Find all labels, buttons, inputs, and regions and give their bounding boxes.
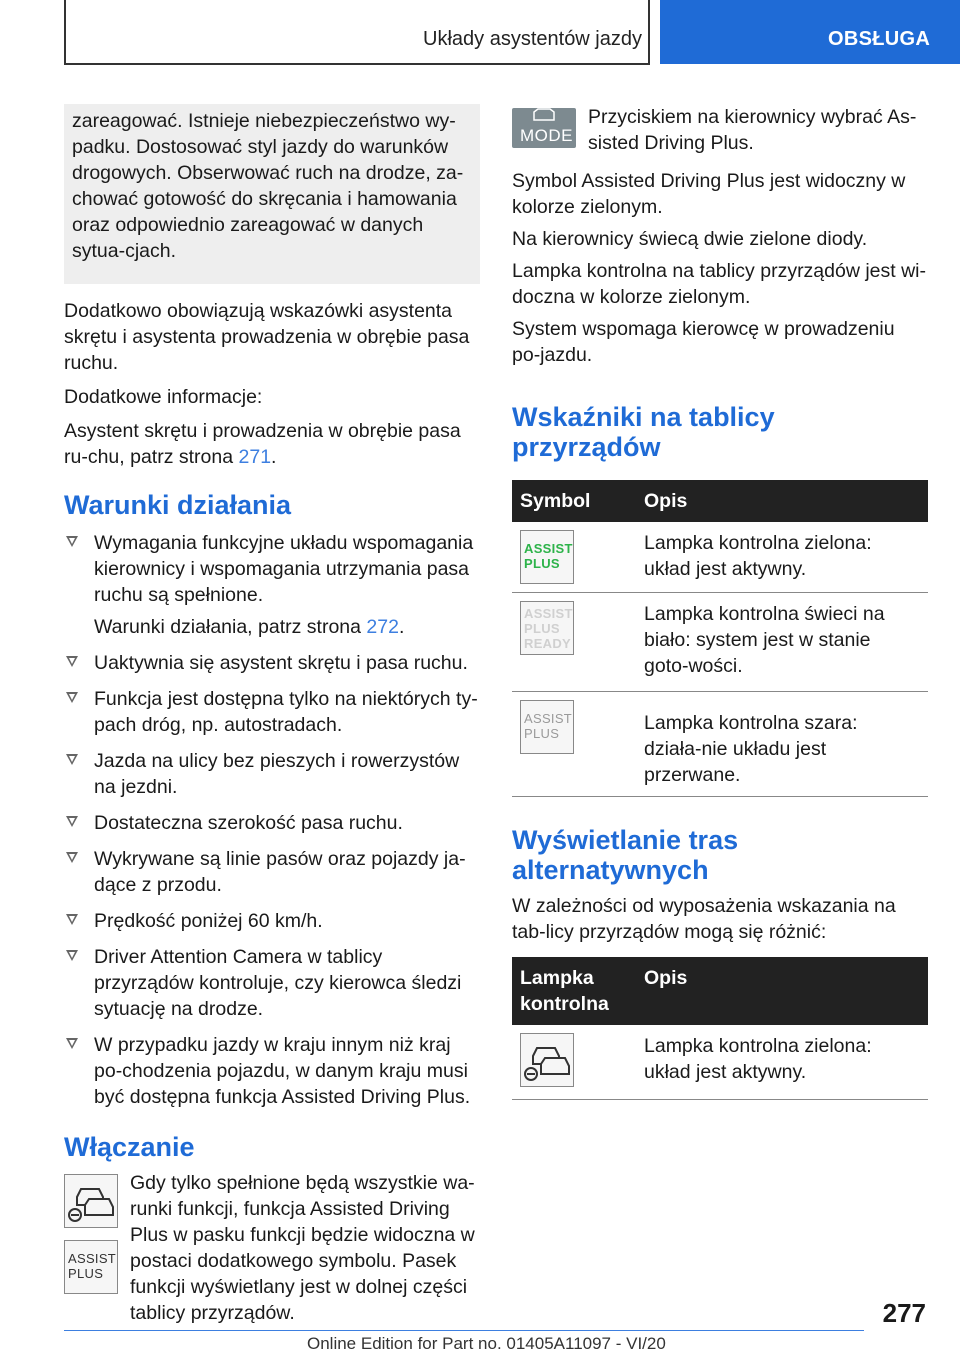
mode-button-icon xyxy=(512,108,576,148)
list-item: Uaktywnia się asystent skrętu i pasa ruchu. xyxy=(64,650,480,676)
list-item: Driver Attention Camera w tablicy przyrządów kontroluje, czy kierowca śledzi sytuację na drodze. xyxy=(64,944,480,1022)
description-cell: Lampka kontrolna szara: działa-nie układu jest przerwane. xyxy=(636,692,928,797)
description-cell: Lampka kontrolna zielona: układ jest aktywny. xyxy=(636,522,928,593)
list-item: Funkcja jest dostępna tylko na niektórych ty-pach dróg, np. autostradach. xyxy=(64,686,480,738)
paragraph-symbol-green: Symbol Assisted Driving Plus jest widoczny w kolorze zielonym. xyxy=(512,170,906,218)
heading-indicators: Wskaźniki na tablicy przyrządów xyxy=(512,402,775,462)
column-header-symbol: Symbol xyxy=(512,480,636,522)
table-header-row xyxy=(512,480,928,522)
routes-table xyxy=(512,957,928,1100)
triangle-bullet-icon xyxy=(66,914,78,925)
paragraph-additional-info: Dodatkowe informacje: xyxy=(64,386,263,408)
column-header-description: Opis xyxy=(636,957,928,1025)
indicators-table xyxy=(512,480,928,797)
assist-plus-green-icon: ASSIST PLUS xyxy=(520,530,574,584)
triangle-bullet-icon xyxy=(66,754,78,765)
header-rule-bottom xyxy=(64,63,650,65)
mode-instruction-text: Przyciskiem na kierownicy wybrać As-sisted Driving Plus. xyxy=(588,106,917,154)
table-row xyxy=(512,1025,928,1100)
page-number: 277 xyxy=(882,1298,926,1328)
assist-plus-icon: ASSIST PLUS xyxy=(64,1240,118,1294)
conditions-list xyxy=(64,530,480,1110)
paragraph-support: System wspomaga kierowcę w prowadzeniu po-jazdu. xyxy=(512,318,895,366)
assist-plus-ready-white-icon: ASSIST PLUS READY xyxy=(520,601,574,655)
footer-edition: Online Edition for Part no. 01405A11097 - VI/20 xyxy=(307,1334,666,1353)
description-cell: Lampka kontrolna świeci na biało: system jest w stanie goto-wości. xyxy=(636,593,928,692)
symbol-cell xyxy=(512,522,636,593)
assist-plus-grey-icon: ASSIST PLUS xyxy=(520,700,574,754)
paragraph-additional-notes: Dodatkowo obowiązują wskazówki asystenta skrętu i asystenta prowadzenia w obrębie pasa ruchu. xyxy=(64,300,470,374)
table-row xyxy=(512,522,928,593)
list-item: Dostateczna szerokość pasa ruchu. xyxy=(64,810,480,836)
description-cell: Lampka kontrolna zielona: układ jest aktywny. xyxy=(636,1025,928,1100)
column-header-description: Opis xyxy=(636,480,928,522)
triangle-bullet-icon xyxy=(66,692,78,703)
heading-conditions: Warunki działania xyxy=(64,490,292,520)
list-item: Wymagania funkcyjne układu wspomagania kierownicy i wspomagania utrzymania pasa ruchu są spełnione. Warunki działania, patrz strona 272. xyxy=(64,530,480,640)
list-item: Prędkość poniżej 60 km/h. xyxy=(64,908,480,934)
triangle-bullet-icon xyxy=(66,536,78,547)
list-item: W przypadku jazdy w kraju innym niż kraj po-chodzenia pojazdu, w danym kraju musi być dostępna funkcja Assisted Driving Plus. xyxy=(64,1032,480,1110)
triangle-bullet-icon xyxy=(66,950,78,961)
triangle-bullet-icon xyxy=(66,816,78,827)
column-header-indicator: Lampka kontrolna xyxy=(512,957,636,1025)
triangle-bullet-icon xyxy=(66,656,78,667)
assisted-driving-cars-icon xyxy=(64,1174,118,1228)
paragraph-routes: W zależności od wyposażenia wskazania na tab-licy przyrządów mogą się różnić: xyxy=(512,895,896,943)
right-column xyxy=(512,104,928,1100)
header-rule-mid xyxy=(648,0,650,64)
mode-instruction xyxy=(512,104,928,164)
paragraph-see-page: Asystent skrętu i prowadzenia w obrębie pasa ru-chu, patrz strona 271. xyxy=(64,420,461,468)
left-column xyxy=(64,104,480,1330)
paragraph-leds: Na kierownicy świecą dwie zielone diody. xyxy=(512,228,868,250)
triangle-bullet-icon xyxy=(66,1038,78,1049)
symbol-cell xyxy=(512,1025,636,1100)
table-header-row xyxy=(512,957,928,1025)
paragraph-indicator: Lampka kontrolna na tablicy przyrządów jest wi-doczna w kolorze zielonym. xyxy=(512,260,927,308)
symbol-cell xyxy=(512,692,636,797)
table-row xyxy=(512,593,928,692)
heading-alternative-routes: Wyświetlanie tras alternatywnych xyxy=(512,825,739,885)
header-chapter-tab[interactable] xyxy=(660,0,960,64)
enable-section xyxy=(64,1170,480,1330)
warning-box: zareagować. Istnieje niebezpieczeństwo wy-padku. Dostosować styl jazdy do warunków drogowych. Obserwować ruch na drodze, za-chować gotowość do skręcania i hamowania oraz odpowiednio zareagować w danych sytua-cjach. xyxy=(64,104,480,284)
triangle-bullet-icon xyxy=(66,852,78,863)
page-link-272[interactable]: 272 xyxy=(366,616,399,638)
page-link-271[interactable]: 271 xyxy=(238,446,272,468)
symbol-cell xyxy=(512,593,636,692)
assisted-driving-cars-icon xyxy=(520,1033,574,1087)
list-item: Jazda na ulicy bez pieszych i rowerzystów na jezdni. xyxy=(64,748,480,800)
header-section-title: Układy asystentów jazdy xyxy=(423,28,642,50)
footer-rule xyxy=(64,1330,864,1331)
heading-enable: Włączanie xyxy=(64,1132,195,1162)
table-row xyxy=(512,692,928,797)
header-rule-left xyxy=(64,0,66,64)
list-item-subnote: Warunki działania, patrz strona 272. xyxy=(94,616,405,638)
mode-button-label: MODE xyxy=(520,126,573,145)
enable-description: Gdy tylko spełnione będą wszystkie wa-runki funkcji, funkcja Assisted Driving Plus w pasku funkcji będzie widoczna w postaci dodatkowego symbolu. Pasek funkcji wyświetlany jest w dolnej części tablicy przyrządów. xyxy=(130,1172,475,1324)
header-chapter-label: OBSŁUGA xyxy=(828,28,931,50)
list-item: Wykrywane są linie pasów oraz pojazdy ja-dące z przodu. xyxy=(64,846,480,898)
